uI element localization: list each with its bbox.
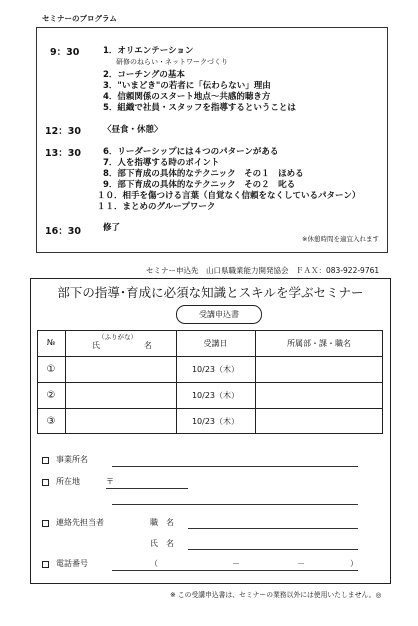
phone-close-paren: ） (350, 559, 358, 568)
footer-note: ※ この受講申込書は、セミナーの業務以外には使用いたしません。◎ (170, 591, 382, 599)
program-lunch: 〈昼食・休憩〉 (103, 125, 163, 135)
program-item-1: 1．オリエンテーション (103, 46, 194, 56)
phone-dash-2: － (297, 559, 305, 568)
postal-field[interactable] (106, 488, 188, 489)
row-2-date: 10/23（木） (191, 391, 240, 400)
program-item-7: 7．人を指導する時のポイント (103, 158, 220, 168)
person-name-label: 氏 名 (150, 539, 174, 548)
address-label: 所在地 (56, 477, 80, 486)
program-item-3: 3．"いまどき"の若者に「伝わらない」理由 (103, 81, 271, 91)
contact-checkbox[interactable] (42, 520, 49, 527)
phone-dash-1: － (232, 559, 240, 568)
row-2-no: ② (46, 390, 56, 401)
person-name-field[interactable] (188, 549, 358, 550)
phone-label: 電話番号 (56, 559, 88, 568)
company-field[interactable] (112, 466, 358, 467)
program-item-8: 8．部下育成の具体的なテクニック その１ ほめる (103, 169, 304, 179)
program-item-4: 4．信頼関係のスタート地点～共感的聴き方 (103, 92, 271, 102)
job-title-field[interactable] (188, 528, 358, 529)
contact-label: 連絡先担当者 (56, 518, 104, 527)
col-name-left: 氏 (92, 341, 100, 350)
application-header: セミナー申込先 山口県職業能力開発協会 ＦＡＸ：083-922-9761 (146, 266, 380, 275)
seminar-title: 部下の指導･育成に必須な知識とスキルを学ぶセミナー (57, 285, 364, 300)
phone-field[interactable] (112, 570, 358, 571)
address-checkbox[interactable] (42, 479, 49, 486)
col-name-right: 名 (144, 341, 152, 350)
col-no-header: № (46, 338, 56, 347)
time-0930: 9：30 (50, 47, 80, 58)
form-label: 受講申込書 (176, 305, 262, 324)
program-item-5: 5．組織で社員・スタッフを指導するということは (103, 103, 296, 113)
col-name-ruby: （ふりがな） (98, 333, 137, 341)
program-title: セミナーのプログラム (42, 14, 117, 23)
job-title-label: 職 名 (150, 518, 174, 527)
program-item-1-sub: 研修のねらい・ネットワークづくり (116, 58, 228, 66)
company-checkbox[interactable] (42, 457, 49, 464)
col-date-header: 受講日 (203, 339, 228, 348)
time-1630: 16：30 (45, 226, 81, 237)
phone-checkbox[interactable] (42, 561, 49, 568)
program-item-6: 6．リーダーシップには４つのパターンがある (103, 147, 279, 157)
row-3-no: ③ (46, 416, 56, 427)
program-end: 修了 (103, 223, 121, 233)
row-3-date: 10/23（木） (191, 417, 240, 426)
program-item-9: 9．部下育成の具体的なテクニック その２ 叱る (103, 180, 296, 190)
program-item-11: １１．まとめのグループワーク (97, 202, 216, 212)
program-item-2: 2．コーチングの基本 (103, 70, 185, 80)
col-dept-header: 所属部・課・職名 (287, 339, 351, 348)
break-note: ※休憩時間を適宜入れます (302, 235, 379, 243)
address-field[interactable] (112, 504, 358, 505)
company-label: 事業所名 (56, 455, 88, 464)
program-item-10: １０．相手を傷つける言葉（自覚なく信頼をなくしているパターン） (97, 191, 361, 201)
phone-open-paren: （ (150, 559, 158, 568)
row-1-no: ① (46, 364, 56, 375)
time-1330: 13：30 (45, 148, 81, 159)
time-1230: 12：30 (45, 126, 81, 137)
postal-mark: 〒 (106, 477, 114, 486)
row-1-date: 10/23（木） (191, 365, 240, 374)
